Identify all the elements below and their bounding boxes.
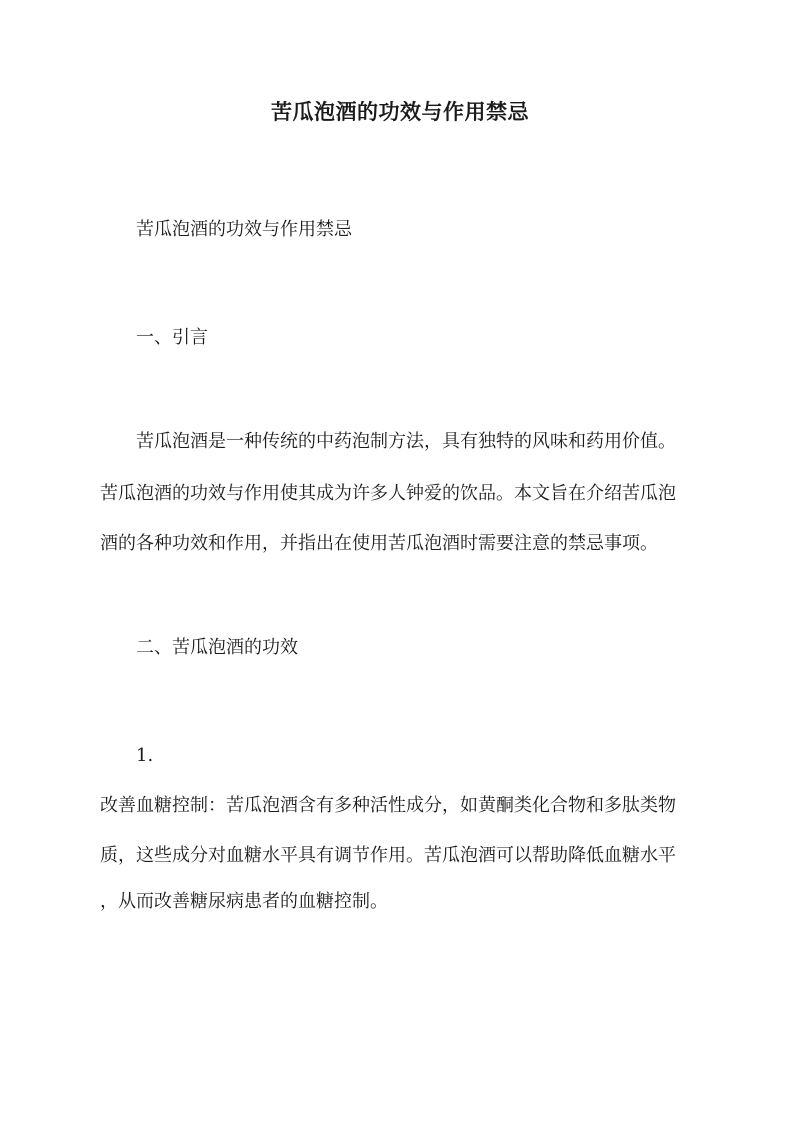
list-item-1-line-2: 质，这些成分对血糖水平具有调节作用。苦瓜泡酒可以帮助降低血糖水平	[100, 845, 676, 866]
document-title: 苦瓜泡酒的功效与作用禁忌	[271, 99, 529, 124]
list-item-1-line-3: ，从而改善糖尿病患者的血糖控制。	[100, 891, 388, 912]
section-heading-introduction: 一、引言	[136, 327, 208, 348]
list-item-number-1: 1.	[136, 745, 154, 766]
intro-paragraph-line-3: 酒的各种功效和作用，并指出在使用苦瓜泡酒时需要注意的禁忌事项。	[100, 533, 658, 554]
intro-paragraph-line-1: 苦瓜泡酒是一种传统的中药泡制方法，具有独特的风味和药用价值。	[136, 431, 676, 452]
list-item-1-line-1: 改善血糖控制：苦瓜泡酒含有多种活性成分，如黄酮类化合物和多肽类物	[100, 795, 676, 816]
intro-paragraph-line-2: 苦瓜泡酒的功效与作用使其成为许多人钟爱的饮品。本文旨在介绍苦瓜泡	[100, 483, 676, 504]
section-heading-benefits: 二、苦瓜泡酒的功效	[136, 637, 298, 658]
document-subtitle: 苦瓜泡酒的功效与作用禁忌	[136, 219, 352, 240]
